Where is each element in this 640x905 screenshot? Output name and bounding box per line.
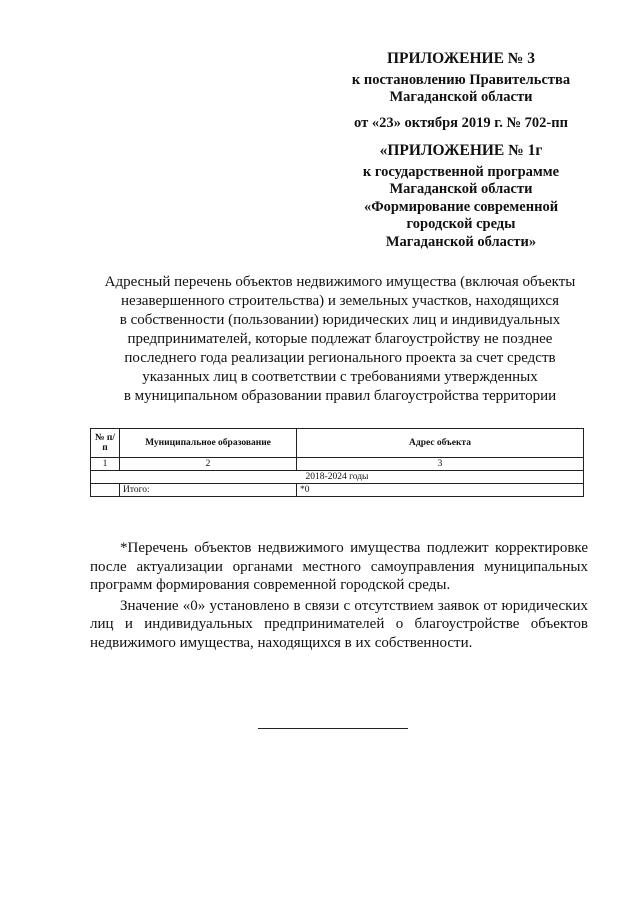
table-cell (91, 484, 120, 497)
table-numbers-row (91, 458, 584, 471)
notes-section (90, 539, 588, 652)
program-line: Магаданской области (389, 181, 533, 197)
region-name: Магаданской области (389, 89, 533, 105)
annex-header (330, 50, 592, 251)
closing-line (258, 728, 408, 729)
table-cell: 2 (120, 458, 297, 471)
annex-title: ПРИЛОЖЕНИЕ № 3 (387, 50, 535, 67)
program-line: городской среды (406, 216, 516, 232)
address-table (90, 428, 584, 497)
period-cell: 2018-2024 годы (91, 471, 584, 484)
title-line: указанных лиц в соответствии с требованиями утвержденных (142, 369, 538, 385)
program-line: «Формирование современной (363, 198, 559, 215)
document-title (80, 273, 600, 406)
total-value: *0 (297, 484, 584, 497)
title-line: незавершенного строительства) и земельных участков, находящихся (121, 293, 559, 309)
table-period-row (91, 471, 584, 484)
title-line: в муниципальном образовании правил благоустройства территории (123, 388, 557, 404)
note-paragraph: Значение «0» установлено в связи с отсутствием заявок от юридических лиц и индивидуальных предпринимателей о благоустройстве объектов недвижимого имущества, находящихся в их собственности. (90, 597, 588, 651)
title-line: последнего года реализации регионального проекта за счет средств (124, 350, 556, 366)
note-paragraph: *Перечень объектов недвижимого имущества подлежит корректировке после актуализации органами местного самоуправления муниципальных программ формирования современной городской среды. (90, 540, 588, 593)
resolution-date-number: от «23» октября 2019 г. № 702-пп (354, 114, 568, 131)
table-cell: 1 (91, 458, 120, 471)
title-line: Адресный перечень объектов недвижимого имущества (включая объекты (104, 274, 576, 290)
title-line: в собственности (пользовании) юридических лиц и индивидуальных (119, 312, 561, 328)
resolution-reference: к постановлению Правительства (351, 71, 571, 88)
inner-annex-title: «ПРИЛОЖЕНИЕ № 1г (379, 142, 543, 159)
header-number: № п/п (91, 429, 120, 458)
title-line: предпринимателей, которые подлежат благоустройству не позднее (127, 331, 553, 347)
table-header-row (91, 429, 584, 458)
program-line: к государственной программе (362, 163, 560, 180)
total-label: Итого: (120, 484, 297, 497)
table-cell: 3 (297, 458, 584, 471)
header-municipality: Муниципальное образование (120, 429, 297, 458)
program-line: Магаданской области» (385, 233, 537, 250)
header-address: Адрес объекта (297, 429, 584, 458)
table-total-row (91, 484, 584, 497)
